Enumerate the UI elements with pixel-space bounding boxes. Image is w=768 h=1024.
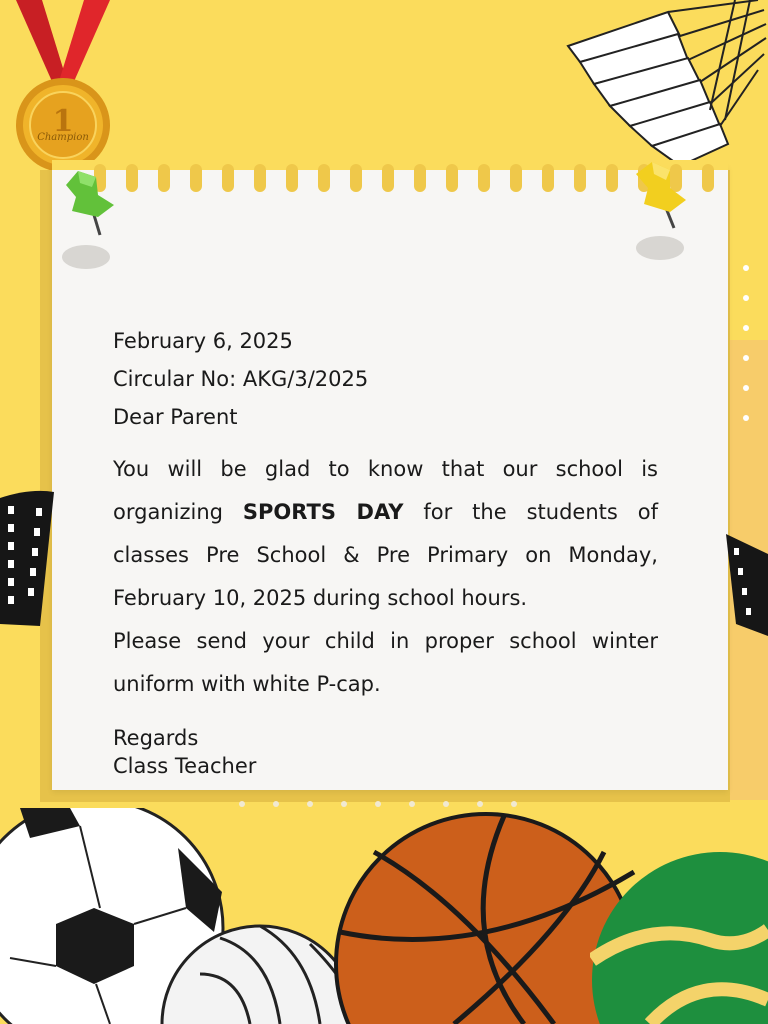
letter-closing bbox=[113, 724, 658, 780]
salutation: Dear Parent bbox=[113, 405, 238, 429]
body-text-part1: You will be glad to know that our school is organizing bbox=[113, 457, 658, 524]
circular-number: Circular No: AKG/3/2025 bbox=[113, 367, 369, 391]
closing: Regards bbox=[113, 726, 199, 750]
film-strip-icon bbox=[726, 534, 768, 636]
dot-pattern bbox=[736, 260, 756, 430]
shuttlecock-icon bbox=[560, 0, 768, 170]
film-strip-icon bbox=[0, 488, 54, 626]
paper-torn-edge bbox=[52, 160, 728, 200]
medal-number: 1 bbox=[52, 104, 74, 139]
letter-body bbox=[113, 448, 658, 706]
body-text-part2: for the students of classes Pre School & Pre Primary on Monday, February 10, 2025 during school hours. bbox=[113, 500, 658, 610]
medal-text: Champion bbox=[37, 132, 89, 143]
letter-date: February 6, 2025 bbox=[113, 329, 293, 353]
medal-icon bbox=[8, 0, 118, 175]
volleyball-icon bbox=[160, 914, 360, 1024]
pushpin-green-icon bbox=[58, 165, 118, 275]
signature: Class Teacher bbox=[113, 754, 257, 778]
dot-pattern bbox=[230, 796, 550, 812]
uniform-instruction: Please send your child in proper school winter uniform with white P-cap. bbox=[113, 629, 658, 696]
circular-letter bbox=[113, 322, 658, 780]
event-name: SPORTS DAY bbox=[242, 500, 404, 524]
tennis-ball-icon bbox=[590, 850, 768, 1024]
pushpin-yellow-icon bbox=[630, 158, 690, 268]
